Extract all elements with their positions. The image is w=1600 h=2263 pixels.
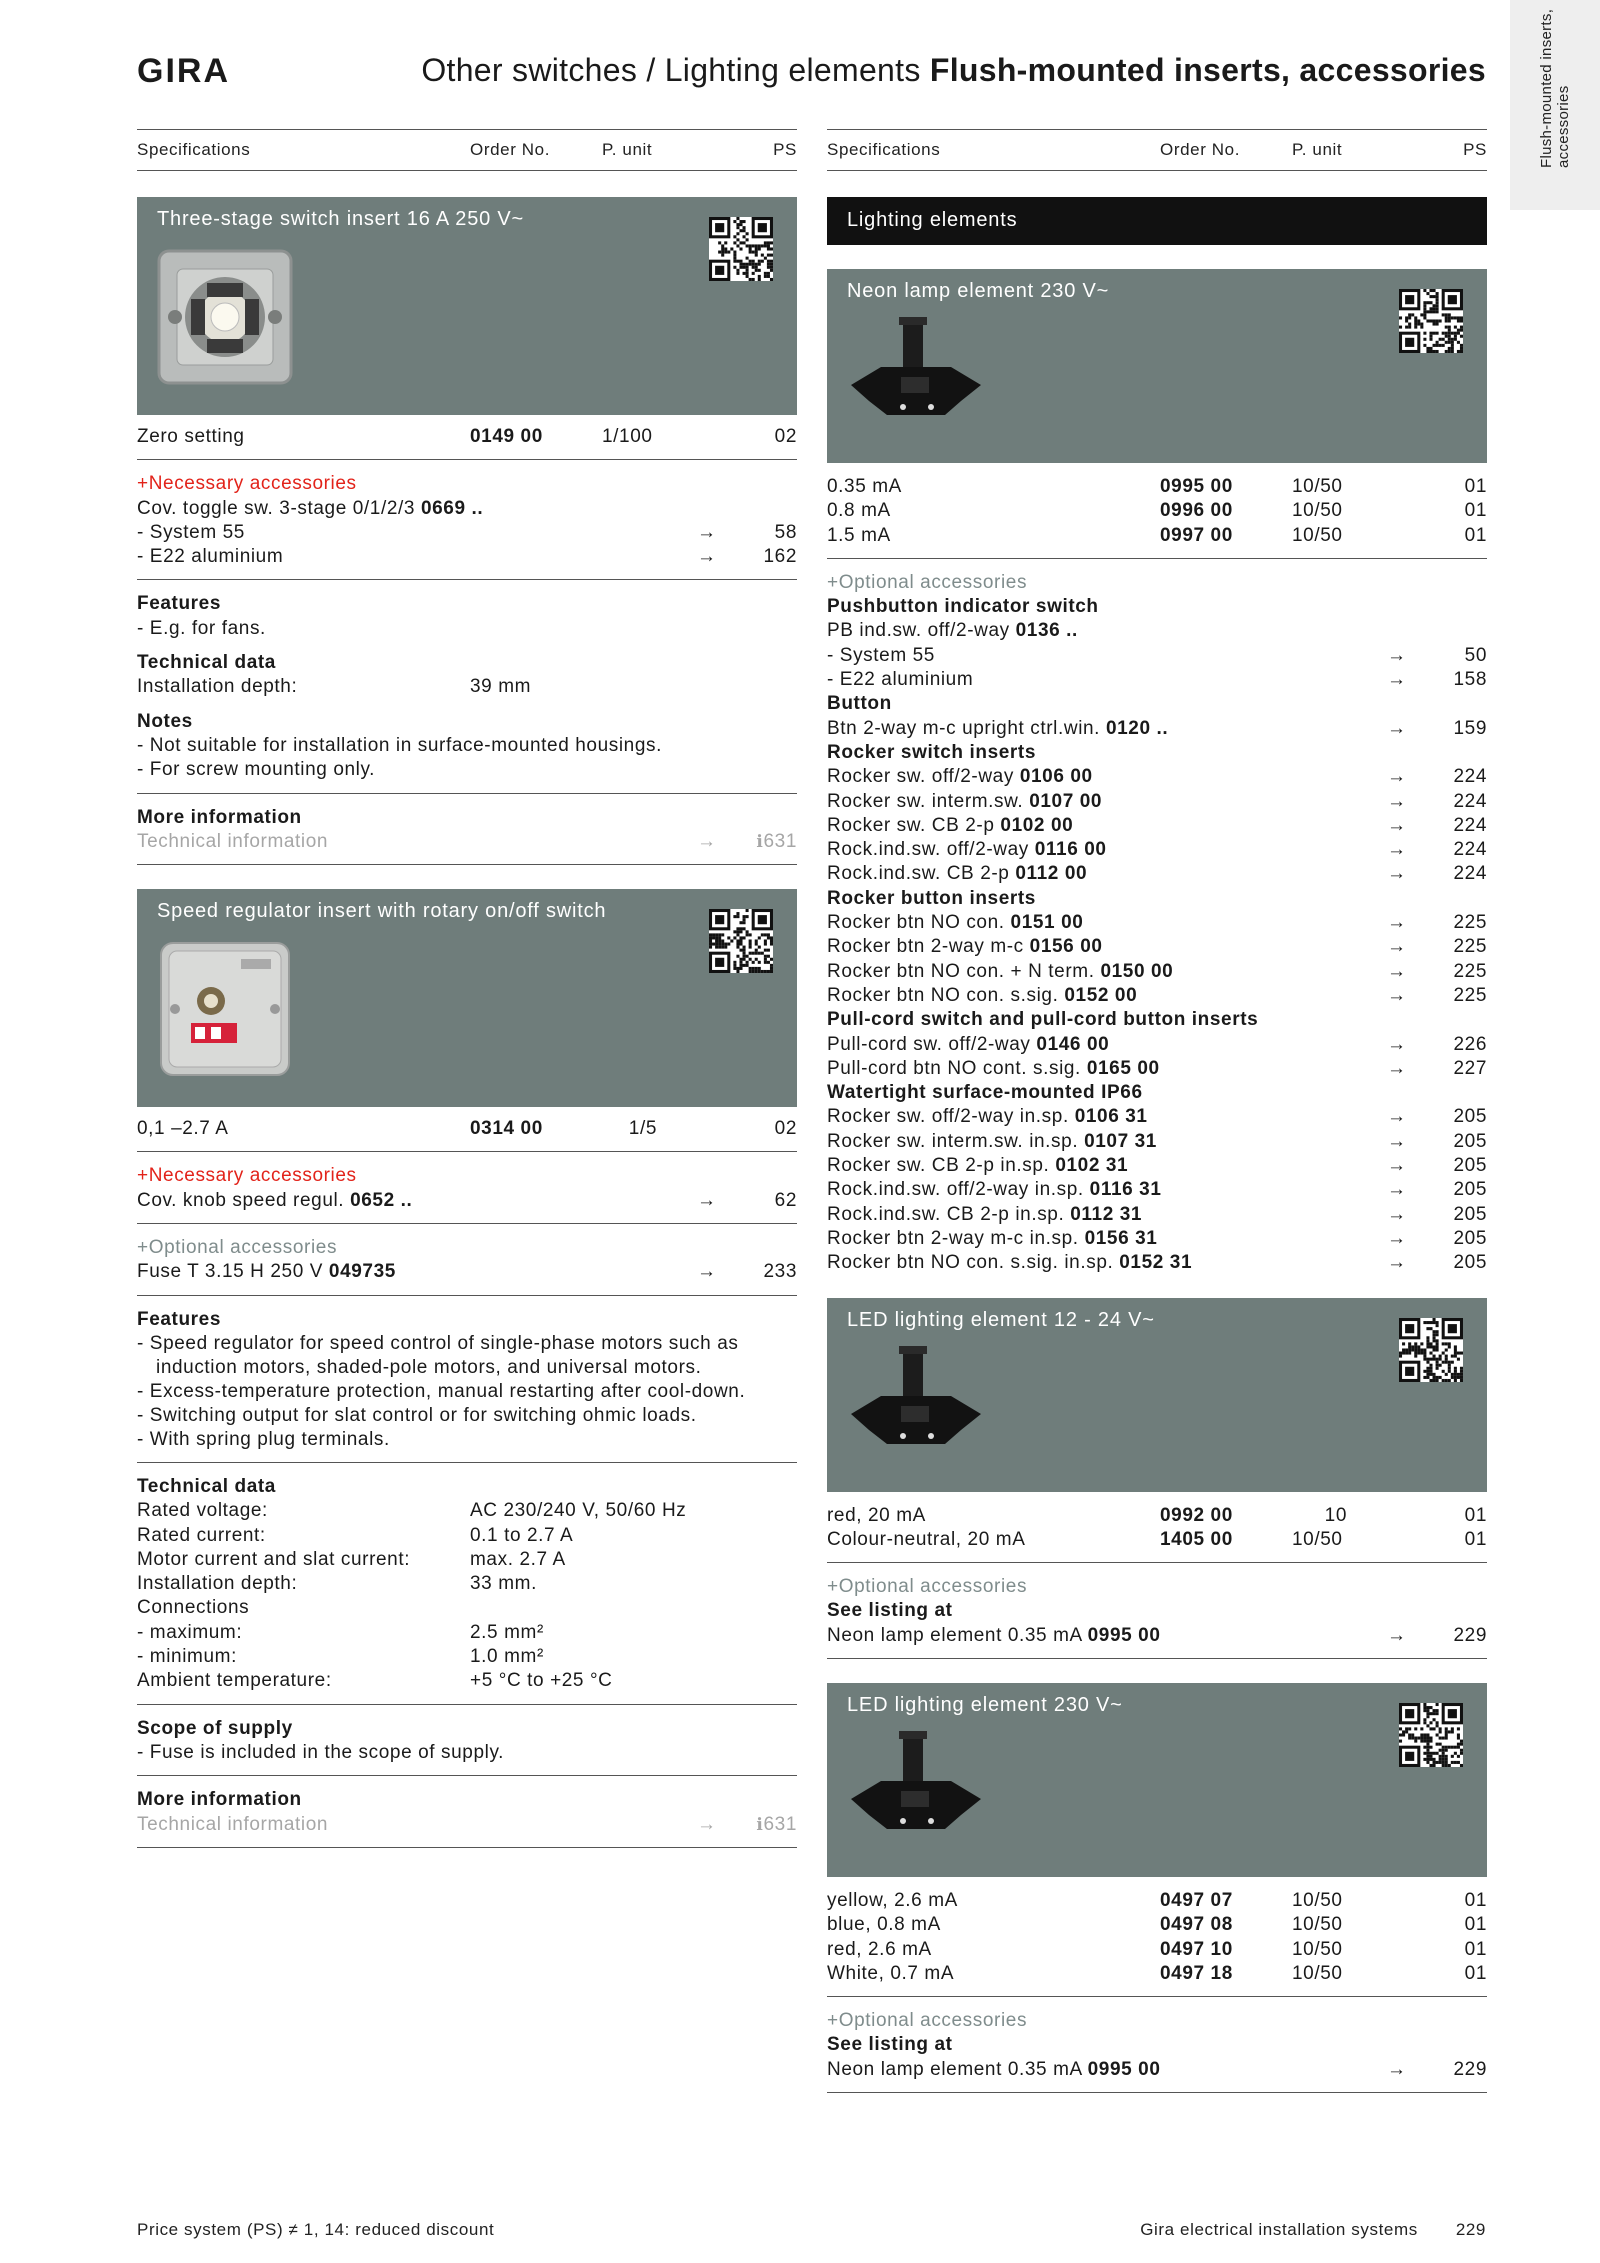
notes: Notes - Not suitable for installation in surface-mounted housings. - For screw mounting only. (137, 710, 662, 781)
speed-regulator-image (155, 939, 295, 1079)
arrow-icon: → (1387, 814, 1407, 836)
more-information: More information Technical information → ℹ631 (137, 1775, 797, 1837)
technical-info-link[interactable]: Technical information → ℹ631 (137, 830, 797, 852)
col-order: Order No. (470, 140, 551, 159)
more-information: More information Technical information → ℹ631 (137, 793, 797, 855)
plus-icon: + (137, 1165, 149, 1187)
optional-accessories: +Optional accessories Pushbutton indicator switch PB ind.sw. off/2-way 0136 .. - System 55 → 50 - E22 aluminium → 158 Button Btn 2-way m-c upright ctrl.win. 0120 .. → 159 Rocker switch inserts Rocker sw. off/2-way 0106 00 → 224 Rocker sw. interm.sw. 0107 00 → 224 Rocker sw. CB 2-p 0102 00 → 224 Rock.ind.sw. off/2-way 0116 00 → 224 Rock.ind.sw. CB 2-p 0112 00 → 224 Rocker button inserts Rocker btn NO con. 0151 00 → 225 Rocker btn 2-way m-c 0156 00 → 225 Rocker btn NO con. + N term. 0150 00 → 225 Rocker btn NO con. s.sig. 0152 00 → 225 Pull-cord switch and pull-cord button inserts Pull-cord sw. off/2-way 0146 00 → 226 Pull-cord btn NO cont. s.sig. 0165 00 → 227 Watertight surface-mounted IP66 Rocker sw. off/2-way in.sp. 0106 31 → 205 Rocker sw. interm.sw. in.sp. 0107 31 → 205 Rocker sw. CB 2-p in.sp. 0102 31 → 205 Rock.ind.sw. off/2-way in.sp. 0116 31 → 205 Rock.ind.sw. CB 2-p in.sp. 0112 31 → 205 Rocker btn 2-way m-c in.sp. 0156 31 → 205 Rocker btn NO con. s.sig. in.sp. 0152 31 → 205 (827, 558, 1487, 1276)
plus-icon: + (827, 2010, 839, 2032)
table-row: 0.35 mA 0995 00 10/50 01 (827, 476, 1487, 497)
features: Features - E.g. for fans. (137, 579, 797, 641)
list-item[interactable]: Rocker btn NO con. + N term. 0150 00 → 225 (827, 960, 1487, 982)
col-ps: PS (1463, 140, 1487, 159)
arrow-icon: → (1387, 1155, 1407, 1177)
list-item[interactable]: Rocker sw. off/2-way 0106 00 → 224 (827, 766, 1487, 788)
arrow-icon: → (1387, 839, 1407, 861)
list-item[interactable]: Rocker sw. CB 2-p in.sp. 0102 31 → 205 (827, 1155, 1487, 1177)
side-tab-label: Flush-mounted inserts, accessories (1538, 8, 1572, 168)
table-row: red, 2.6 mA 0497 10 10/50 01 (827, 1938, 1487, 1960)
plus-icon: + (137, 473, 149, 495)
product-banner (827, 269, 1487, 463)
group-heading: Rocker button inserts (827, 887, 1036, 909)
info-icon: ℹ (756, 1814, 764, 1834)
section-heading (827, 197, 1487, 245)
list-item[interactable]: Fuse T 3.15 H 250 V 049735 → 233 (137, 1261, 797, 1283)
side-tab (1510, 0, 1600, 210)
col-unit: P. unit (602, 140, 653, 159)
page-title: Other switches / Lighting elements Flush-mounted inserts, accessories (421, 52, 1486, 88)
list-item[interactable]: Rocker sw. interm.sw. 0107 00 → 224 (827, 790, 1487, 812)
column-header (137, 129, 797, 171)
arrow-icon: → (697, 521, 717, 543)
list-item[interactable]: Rock.ind.sw. CB 2-p 0112 00 → 224 (827, 863, 1487, 885)
arrow-icon: → (1387, 984, 1407, 1006)
led-element-image (841, 1344, 991, 1454)
technical-data: Technical data Installation depth: 39 mm (137, 652, 532, 698)
arrow-icon: → (1387, 766, 1407, 788)
technical-data: Technical data Rated voltage: AC 230/240 V, 50/60 Hz Rated current: 0.1 to 2.7 A Motor current and slat current: max. 2.7 A Installation depth: 33 mm. Connections - maximum: 2.5 mm² - minimum: 1.0 mm² Ambient temperature: +5 °C to +25 °C (137, 1462, 797, 1694)
group-heading: Rocker switch inserts (827, 741, 1037, 763)
col-spec: Specifications (137, 140, 251, 159)
arrow-icon: → (1387, 790, 1407, 812)
arrow-icon: → (1387, 1179, 1407, 1201)
optional-accessories: +Optional accessories See listing at Neon lamp element 0.35 mA 0995 00 → 229 (827, 1996, 1487, 2082)
group-heading: Button (827, 693, 892, 715)
col-ps: PS (773, 140, 797, 159)
qr-code-icon[interactable] (1399, 289, 1463, 353)
plus-icon: + (137, 1237, 149, 1259)
column-header (827, 129, 1487, 171)
arrow-icon: → (1387, 863, 1407, 885)
plus-icon: + (827, 571, 839, 593)
plus-icon: + (827, 1576, 839, 1598)
page-number: 229 (1455, 2220, 1486, 2239)
left-column (137, 129, 797, 1848)
list-item[interactable]: Rocker btn NO con. 0151 00 → 225 (827, 912, 1487, 934)
necessary-accessories (137, 459, 797, 569)
list-item[interactable]: Rock.ind.sw. off/2-way in.sp. 0116 31 → 205 (827, 1179, 1487, 1201)
qr-code-icon[interactable] (709, 217, 773, 281)
list-item[interactable]: Rock.ind.sw. off/2-way 0116 00 → 224 (827, 839, 1487, 861)
arrow-icon: → (697, 546, 717, 568)
table-row: 0.8 mA 0996 00 10/50 01 (827, 500, 1487, 522)
list-item[interactable]: PB ind.sw. off/2-way 0136 .. (827, 620, 1078, 642)
qr-code-icon[interactable] (1399, 1703, 1463, 1767)
row-order: 0149 00 (470, 426, 543, 447)
scope-of-supply: Scope of supply - Fuse is included in the scope of supply. (137, 1704, 797, 1766)
necessary-accessories: +Necessary accessories Cov. knob speed regul. 0652 .. → 62 (137, 1151, 797, 1213)
arrow-icon: → (1387, 1203, 1407, 1225)
list-item[interactable]: Rocker sw. CB 2-p 0102 00 → 224 (827, 814, 1487, 836)
list-item[interactable]: Neon lamp element 0.35 mA 0995 00 → 229 (827, 2058, 1487, 2080)
list-item: - Speed regulator for speed control of single-phase motors such as induction motors, shaded-pole motors, and universal motors. (137, 1332, 739, 1378)
arrow-icon: → (1387, 936, 1407, 958)
col-spec: Specifications (827, 140, 941, 159)
list-item[interactable]: Rocker btn NO con. s.sig. 0152 00 → 225 (827, 984, 1487, 1006)
features: Features - Speed regulator for speed control of single-phase motors such as induction motors, shaded-pole motors, and universal motors. - Excess-temperature protection, manual restarting after cool-down. - Switching output for slat control or for switching ohmic loads. - With spring plug terminals. (137, 1295, 797, 1452)
list-item[interactable]: Rocker btn 2-way m-c in.sp. 0156 31 → 205 (827, 1227, 1487, 1249)
row-unit: 1/100 (602, 426, 653, 447)
arrow-icon: → (1387, 1227, 1407, 1249)
list-item[interactable]: Rock.ind.sw. CB 2-p in.sp. 0112 31 → 205 (827, 1203, 1487, 1225)
table-row: yellow, 2.6 mA 0497 07 10/50 01 (827, 1889, 1487, 1911)
product-title: LED lighting element 230 V~ (847, 1693, 1123, 1716)
list-item[interactable]: - System 55 → 50 (827, 644, 1487, 666)
product-title: Speed regulator insert with rotary on/off switch (157, 900, 607, 923)
arrow-icon: → (1387, 717, 1407, 739)
qr-code-icon[interactable] (709, 909, 773, 973)
necessary-label: +Necessary accessories (137, 473, 357, 495)
order-rows (137, 425, 797, 449)
list-item[interactable]: Rocker btn 2-way m-c 0156 00 → 225 (827, 936, 1487, 958)
arrow-icon: → (1387, 644, 1407, 666)
list-item[interactable]: Cov. knob speed regul. 0652 .. → 62 (137, 1189, 797, 1211)
product-title: Three-stage switch insert 16 A 250 V~ (157, 208, 525, 230)
list-item[interactable]: Btn 2-way m-c upright ctrl.win. 0120 .. → 159 (827, 717, 1487, 739)
col-order: Order No. (1160, 140, 1241, 159)
list-item[interactable]: Rocker sw. interm.sw. in.sp. 0107 31 → 205 (827, 1130, 1487, 1152)
arrow-icon: → (1387, 912, 1407, 934)
product-banner (137, 889, 797, 1107)
product-banner (137, 197, 797, 415)
arrow-icon: → (1387, 1033, 1407, 1055)
product-title: LED lighting element 12 - 24 V~ (847, 1308, 1155, 1331)
list-item: - Excess-temperature protection, manual restarting after cool-down. (137, 1380, 746, 1402)
right-column (827, 129, 1487, 2093)
accessory-line: Cov. toggle sw. 3-stage 0/1/2/3 0669 .. (137, 497, 484, 519)
technical-info-link[interactable]: Technical information → ℹ631 (137, 1813, 797, 1835)
optional-accessories: +Optional accessories See listing at Neon lamp element 0.35 mA 0995 00 → 229 (827, 1562, 1487, 1648)
table-row: 0,1 –2.7 A 0314 00 1/5 02 (137, 1118, 797, 1140)
table-row: White, 0.7 mA 0497 18 10/50 01 (827, 1962, 1487, 1984)
table-row: red, 20 mA 0992 00 10 01 (827, 1504, 1487, 1526)
arrow-icon: → (1387, 960, 1407, 982)
list-item: - Switching output for slat control or for switching ohmic loads. (137, 1404, 697, 1426)
info-icon: ℹ (756, 831, 764, 851)
table-row: 1.5 mA 0997 00 10/50 01 (827, 524, 1487, 546)
row-desc: Zero setting (137, 426, 245, 447)
list-item[interactable]: - System 55 → 58 (137, 521, 797, 543)
arrow-icon: → (1387, 1057, 1407, 1079)
list-item[interactable]: Rocker sw. off/2-way in.sp. 0106 31 → 205 (827, 1106, 1487, 1128)
col-unit: P. unit (1292, 140, 1343, 159)
list-item: - With spring plug terminals. (137, 1428, 390, 1450)
list-item[interactable]: Pull-cord sw. off/2-way 0146 00 → 226 (827, 1033, 1487, 1055)
section-title: Lighting elements (847, 209, 1018, 231)
list-item[interactable]: Rocker btn NO con. s.sig. in.sp. 0152 31 → 205 (827, 1252, 1487, 1274)
product-banner (827, 1298, 1487, 1492)
table-row: Colour-neutral, 20 mA 1405 00 10/50 01 (827, 1528, 1487, 1550)
list-item[interactable]: Neon lamp element 0.35 mA 0995 00 → 229 (827, 1624, 1487, 1646)
switch-insert-image (155, 247, 295, 387)
row-ps: 02 (774, 426, 797, 447)
optional-accessories: +Optional accessories Fuse T 3.15 H 250 V 049735 → 233 (137, 1223, 797, 1285)
group-heading: Pushbutton indicator switch (827, 596, 1099, 618)
footer-right: Gira electrical installation systems 229 (1140, 2220, 1486, 2239)
group-heading: Watertight surface-mounted IP66 (827, 1082, 1143, 1104)
product-title: Neon lamp element 230 V~ (847, 280, 1110, 302)
list-item[interactable]: Pull-cord btn NO cont. s.sig. 0165 00 → 227 (827, 1057, 1487, 1079)
arrow-icon: → (1387, 1252, 1407, 1274)
arrow-icon: → (1387, 669, 1407, 691)
footer-note: Price system (PS) ≠ 1, 14: reduced discount (137, 2220, 495, 2239)
gira-logo: GIRA (137, 52, 230, 90)
list-item[interactable]: - E22 aluminium → 158 (827, 669, 1487, 691)
qr-code-icon[interactable] (1399, 1318, 1463, 1382)
arrow-icon: → (1387, 1106, 1407, 1128)
arrow-icon: → (1387, 1130, 1407, 1152)
group-heading: Pull-cord switch and pull-cord button inserts (827, 1009, 1259, 1031)
list-item[interactable]: - E22 aluminium → 162 (137, 546, 797, 568)
lamp-element-image (841, 315, 991, 425)
table-row (137, 425, 797, 449)
product-banner (827, 1683, 1487, 1877)
led-element-image (841, 1729, 991, 1839)
table-row: blue, 0.8 mA 0497 08 10/50 01 (827, 1914, 1487, 1936)
